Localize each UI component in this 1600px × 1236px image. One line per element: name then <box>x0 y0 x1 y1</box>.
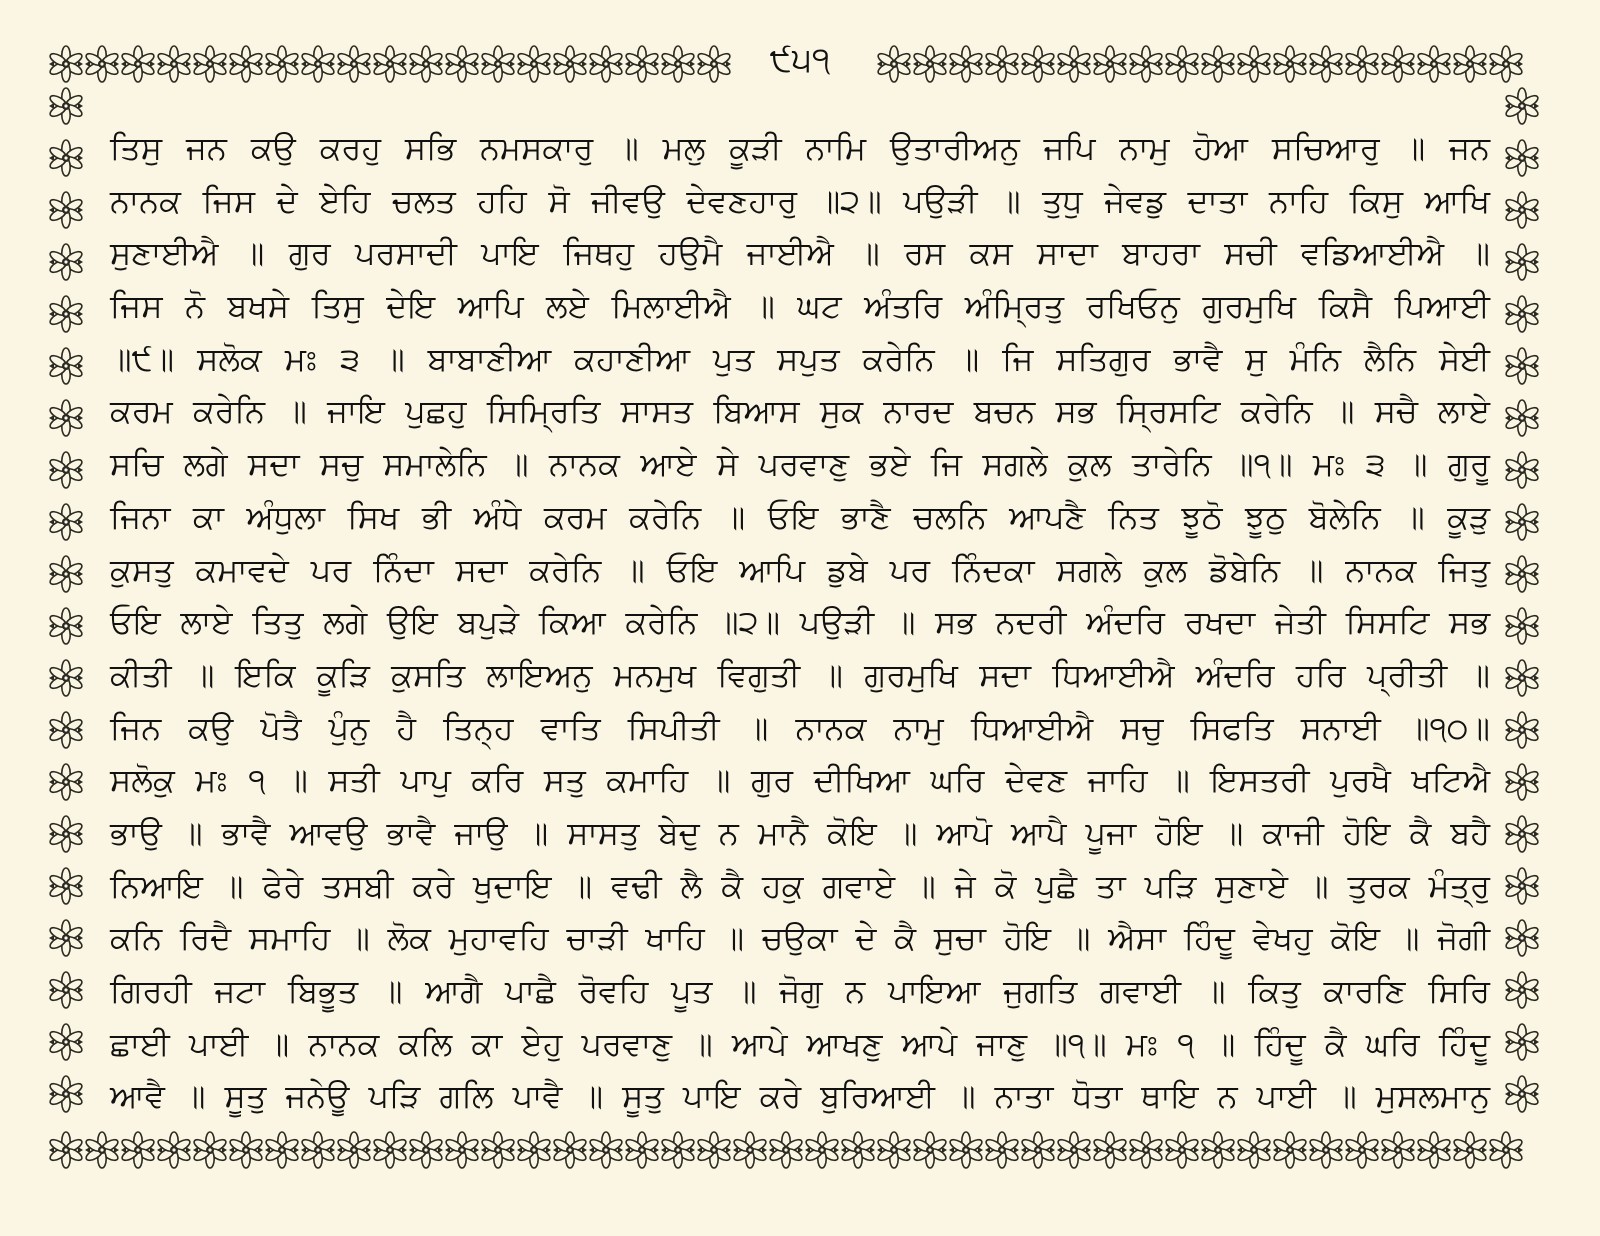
flower-ornament <box>48 868 83 904</box>
flower-ornament <box>156 1132 191 1168</box>
flower-ornament <box>48 46 83 82</box>
text-line: ਜਿਸ ਨੋ ਬਖਸੇ ਤਿਸੁ ਦੇਇ ਆਪਿ ਲਏ ਮਿਲਾਈਐ ॥ ਘਟ ਅੰਤਰਿ ਅੰਮ੍ਰਿਤੁ ਰਖਿਓਨੁ ਗੁਰਮੁਖਿ ਕਿਸੈ ਪਿਆਈ <box>110 287 1490 326</box>
flower-ornament <box>192 1132 227 1168</box>
text-line: ਗਿਰਹੀ ਜਟਾ ਬਿਭੂਤ ॥ ਆਗੈ ਪਾਛੈ ਰੋਵਹਿ ਪੂਤ ॥ ਜੋਗੁ ਨ ਪਾਇਆ ਜੁਗਤਿ ਗਵਾਈ ॥ ਕਿਤੁ ਕਾਰਣਿ ਸਿਰਿ <box>110 972 1490 1010</box>
flower-ornament <box>408 1132 443 1168</box>
flower-ornament <box>1308 1132 1343 1168</box>
flower-ornament <box>516 46 551 82</box>
flower-ornament <box>408 46 443 82</box>
flower-ornament <box>156 46 191 82</box>
flower-ornament <box>1272 46 1307 82</box>
flower-ornament <box>444 1132 479 1168</box>
flower-ornament <box>48 1024 83 1060</box>
flower-ornament <box>1380 1132 1415 1168</box>
flower-ornament <box>552 1132 587 1168</box>
flower-ornament <box>480 46 515 82</box>
flower-ornament <box>48 1076 83 1112</box>
text-line: ਨਿਆਇ ॥ ਫੇਰੇ ਤਸਬੀ ਕਰੇ ਖੁਦਾਇ ॥ ਵਢੀ ਲੈ ਕੈ ਹਕੁ ਗਵਾਏ ॥ ਜੇ ਕੋ ਪੁਛੈ ਤਾ ਪੜਿ ਸੁਣਾਏ ॥ ਤੁਰਕ ਮੰਤ੍ਰੁ <box>110 866 1490 905</box>
flower-ornament <box>1504 816 1539 852</box>
flower-ornament <box>1416 46 1451 82</box>
flower-ornament <box>1380 46 1415 82</box>
flower-ornament <box>300 1132 335 1168</box>
flower-ornament <box>48 660 83 696</box>
flower-ornament <box>1504 452 1539 488</box>
text-line: ਕਨਿ ਰਿਦੈ ਸਮਾਹਿ ॥ ਲੋਕ ਮੁਹਾਵਹਿ ਚਾੜੀ ਖਾਹਿ ॥ ਚਉਕਾ ਦੇ ਕੈ ਸੁਚਾ ਹੋਇ ॥ ਐਸਾ ਹਿੰਦੂ ਵੇਖਹੁ ਕੋਇ ॥ ਜੋਗੀ <box>110 919 1490 958</box>
text-line: ॥੯॥ ਸਲੋਕ ਮਃ ੩ ॥ ਬਾਬਾਣੀਆ ਕਹਾਣੀਆ ਪੁਤ ਸਪੁਤ ਕਰੇਨਿ ॥ ਜਿ ਸਤਿਗੁਰ ਭਾਵੈ ਸੁ ਮੰਨਿ ਲੈਨਿ ਸੇਈ <box>110 339 1490 378</box>
flower-ornament <box>876 46 911 82</box>
text-line: ਓਇ ਲਾਏ ਤਿਤੁ ਲਗੇ ਉਇ ਬਪੁੜੇ ਕਿਆ ਕਰੇਨਿ ॥੨॥ ਪਉੜੀ ॥ ਸਭ ਨਦਰੀ ਅੰਦਰਿ ਰਖਦਾ ਜੇਤੀ ਸਿਸਟਿ ਸਭ <box>110 603 1490 642</box>
flower-ornament <box>48 140 83 176</box>
flower-ornament <box>48 452 83 488</box>
flower-ornament <box>624 1132 659 1168</box>
flower-ornament <box>912 46 947 82</box>
flower-ornament <box>48 972 83 1008</box>
flower-ornament <box>1308 46 1343 82</box>
text-line: ਨਾਨਕ ਜਿਸ ਦੇ ਏਹਿ ਚਲਤ ਹਹਿ ਸੋ ਜੀਵਉ ਦੇਵਣਹਾਰੁ ॥੨॥ ਪਉੜੀ ॥ ਤੁਧੁ ਜੇਵਡੁ ਦਾਤਾ ਨਾਹਿ ਕਿਸੁ ਆਖਿ <box>110 181 1490 220</box>
flower-ornament <box>1504 400 1539 436</box>
flower-ornament <box>948 46 983 82</box>
flower-ornament <box>264 1132 299 1168</box>
scripture-text <box>110 122 1490 1116</box>
flower-ornament <box>1200 1132 1235 1168</box>
flower-ornament <box>1452 1132 1487 1168</box>
flower-ornament <box>1504 868 1539 904</box>
flower-ornament <box>1504 348 1539 384</box>
flower-ornament <box>1504 1024 1539 1060</box>
flower-ornament <box>1236 1132 1271 1168</box>
flower-ornament <box>660 1132 695 1168</box>
text-line: ਛਾਈ ਪਾਈ ॥ ਨਾਨਕ ਕਲਿ ਕਾ ਏਹੁ ਪਰਵਾਣੁ ॥ ਆਪੇ ਆਖਣੁ ਆਪੇ ਜਾਣੁ ॥੧॥ ਮਃ ੧ ॥ ਹਿੰਦੂ ਕੈ ਘਰਿ ਹਿੰਦੂ <box>110 1024 1490 1063</box>
flower-ornament <box>1504 88 1539 124</box>
text-line: ਭਾਉ ॥ ਭਾਵੈ ਆਵਉ ਭਾਵੈ ਜਾਉ ॥ ਸਾਸਤੁ ਬੇਦੁ ਨ ਮਾਨੈ ਕੋਇ ॥ ਆਪੋ ਆਪੈ ਪੂਜਾ ਹੋਇ ॥ ਕਾਜੀ ਹੋਇ ਕੈ ਬਹੈ <box>110 813 1490 852</box>
flower-ornament <box>48 556 83 592</box>
flower-ornament <box>48 88 83 124</box>
flower-ornament <box>732 1132 767 1168</box>
text-line: ਜਿਨਾ ਕਾ ਅੰਧੁਲਾ ਸਿਖ ਭੀ ਅੰਧੇ ਕਰਮ ਕਰੇਨਿ ॥ ਓਇ ਭਾਣੈ ਚਲਨਿ ਆਪਣੈ ਨਿਤ ਝੂਠੋ ਝੂਠੁ ਬੋਲੇਨਿ ॥ ਕੂੜੁ <box>110 497 1490 536</box>
flower-ornament <box>444 46 479 82</box>
flower-ornament <box>912 1132 947 1168</box>
flower-ornament <box>696 46 731 82</box>
flower-ornament <box>48 244 83 280</box>
flower-ornament <box>1452 46 1487 82</box>
flower-ornament <box>48 608 83 644</box>
flower-ornament <box>1504 920 1539 956</box>
flower-ornament <box>1488 46 1523 82</box>
flower-ornament <box>1504 504 1539 540</box>
flower-ornament <box>120 46 155 82</box>
flower-ornament <box>48 712 83 748</box>
flower-ornament <box>804 1132 839 1168</box>
flower-ornament <box>1504 712 1539 748</box>
text-line: ਕੀਤੀ ॥ ਇਕਿ ਕੂੜਿ ਕੁਸਤਿ ਲਾਇਅਨੁ ਮਨਮੁਖ ਵਿਗੁਤੀ ॥ ਗੁਰਮੁਖਿ ਸਦਾ ਧਿਆਈਐ ਅੰਦਰਿ ਹਰਿ ਪ੍ਰੀਤੀ ॥ <box>110 655 1490 694</box>
flower-ornament <box>264 46 299 82</box>
flower-ornament <box>228 46 263 82</box>
flower-ornament <box>228 1132 263 1168</box>
flower-ornament <box>1056 46 1091 82</box>
flower-ornament <box>48 296 83 332</box>
flower-ornament <box>480 1132 515 1168</box>
flower-ornament <box>372 46 407 82</box>
flower-ornament <box>876 1132 911 1168</box>
flower-ornament <box>660 46 695 82</box>
flower-ornament <box>1344 1132 1379 1168</box>
flower-ornament <box>1416 1132 1451 1168</box>
flower-ornament <box>48 816 83 852</box>
flower-ornament <box>48 504 83 540</box>
text-line: ਸਚਿ ਲਗੇ ਸਦਾ ਸਚੁ ਸਮਾਲੇਨਿ ॥ ਨਾਨਕ ਆਏ ਸੇ ਪਰਵਾਣੁ ਭਏ ਜਿ ਸਗਲੇ ਕੁਲ ਤਾਰੇਨਿ ॥੧॥ ਮਃ ੩ ॥ ਗੁਰੂ <box>110 445 1490 484</box>
flower-ornament <box>1128 1132 1163 1168</box>
flower-ornament <box>948 1132 983 1168</box>
flower-ornament <box>1504 192 1539 228</box>
flower-ornament <box>516 1132 551 1168</box>
text-line: ਕੁਸਤੁ ਕਮਾਵਦੇ ਪਰ ਨਿੰਦਾ ਸਦਾ ਕਰੇਨਿ ॥ ਓਇ ਆਪਿ ਡੁਬੇ ਪਰ ਨਿੰਦਕਾ ਸਗਲੇ ਕੁਲ ਡੋਬੇਨਿ ॥ ਨਾਨਕ ਜਿਤੁ <box>110 550 1490 589</box>
flower-ornament <box>372 1132 407 1168</box>
text-line: ਜਿਨ ਕਉ ਪੋਤੈ ਪੁੰਨੁ ਹੈ ਤਿਨ੍ਹ ਵਾਤਿ ਸਿਪੀਤੀ ॥ ਨਾਨਕ ਨਾਮੁ ਧਿਆਈਐ ਸਚੁ ਸਿਫਤਿ ਸਨਾਈ ॥੧੦॥ <box>110 708 1490 747</box>
flower-ornament <box>1488 1132 1523 1168</box>
flower-ornament <box>48 348 83 384</box>
flower-ornament <box>48 920 83 956</box>
flower-ornament <box>1092 46 1127 82</box>
flower-ornament <box>768 1132 803 1168</box>
flower-ornament <box>1504 296 1539 332</box>
flower-ornament <box>336 46 371 82</box>
flower-ornament <box>48 400 83 436</box>
flower-ornament <box>48 1132 83 1168</box>
flower-ornament <box>1504 972 1539 1008</box>
flower-ornament <box>1200 46 1235 82</box>
flower-ornament <box>1504 660 1539 696</box>
flower-ornament <box>984 46 1019 82</box>
flower-ornament <box>624 46 659 82</box>
flower-ornament <box>1164 1132 1199 1168</box>
flower-ornament <box>1504 244 1539 280</box>
flower-ornament <box>1236 46 1271 82</box>
flower-ornament <box>1344 46 1379 82</box>
flower-ornament <box>552 46 587 82</box>
flower-ornament <box>48 764 83 800</box>
flower-ornament <box>1020 46 1055 82</box>
flower-ornament <box>1504 1076 1539 1112</box>
flower-ornament <box>84 46 119 82</box>
page-number-text: ੯੫੧ <box>752 40 849 80</box>
flower-ornament <box>696 1132 731 1168</box>
flower-ornament <box>1504 556 1539 592</box>
flower-ornament <box>1504 764 1539 800</box>
flower-ornament <box>1128 46 1163 82</box>
text-line: ਆਵੈ ॥ ਸੂਤੁ ਜਨੇਊ ਪੜਿ ਗਲਿ ਪਾਵੈ ॥ ਸੂਤੁ ਪਾਇ ਕਰੇ ਬੁਰਿਆਈ ॥ ਨਾਤਾ ਧੋਤਾ ਥਾਇ ਨ ਪਾਈ ॥ ਮੁਸਲਮਾਨੁ <box>110 1077 1490 1116</box>
flower-ornament <box>192 46 227 82</box>
flower-ornament <box>588 46 623 82</box>
text-line: ਤਿਸੁ ਜਨ ਕਉ ਕਰਹੁ ਸਭਿ ਨਮਸਕਾਰੁ ॥ ਮਲੁ ਕੂੜੀ ਨਾਮਿ ਉਤਾਰੀਅਨੁ ਜਪਿ ਨਾਮੁ ਹੋਆ ਸਚਿਆਰੁ ॥ ਜਨ <box>110 129 1490 167</box>
flower-ornament <box>1272 1132 1307 1168</box>
text-line: ਕਰਮ ਕਰੇਨਿ ॥ ਜਾਇ ਪੁਛਹੁ ਸਿਮ੍ਰਿਤਿ ਸਾਸਤ ਬਿਆਸ ਸੁਕ ਨਾਰਦ ਬਚਨ ਸਭ ਸ੍ਰਿਸਟਿ ਕਰੇਨਿ ॥ ਸਚੈ ਲਾਏ <box>110 392 1490 431</box>
text-line: ਸੁਣਾਈਐ ॥ ਗੁਰ ਪਰਸਾਦੀ ਪਾਇ ਜਿਥਹੁ ਹਉਮੈ ਜਾਈਐ ॥ ਰਸ ਕਸ ਸਾਦਾ ਬਾਹਰਾ ਸਚੀ ਵਡਿਆਈਐ ॥ <box>110 234 1490 273</box>
flower-ornament <box>1504 608 1539 644</box>
flower-ornament <box>48 192 83 228</box>
flower-ornament <box>984 1132 1019 1168</box>
flower-ornament <box>588 1132 623 1168</box>
flower-ornament <box>300 46 335 82</box>
flower-ornament <box>1504 140 1539 176</box>
flower-ornament <box>1020 1132 1055 1168</box>
text-line: ਸਲੋਕੁ ਮਃ ੧ ॥ ਸਤੀ ਪਾਪੁ ਕਰਿ ਸਤੁ ਕਮਾਹਿ ॥ ਗੁਰ ਦੀਖਿਆ ਘਰਿ ਦੇਵਣ ਜਾਹਿ ॥ ਇਸਤਰੀ ਪੁਰਖੈ ਖਟਿਐ <box>110 761 1490 800</box>
flower-ornament <box>840 1132 875 1168</box>
flower-ornament <box>1164 46 1199 82</box>
flower-ornament <box>84 1132 119 1168</box>
flower-ornament <box>1092 1132 1127 1168</box>
flower-ornament <box>336 1132 371 1168</box>
flower-ornament <box>120 1132 155 1168</box>
flower-ornament <box>1056 1132 1091 1168</box>
